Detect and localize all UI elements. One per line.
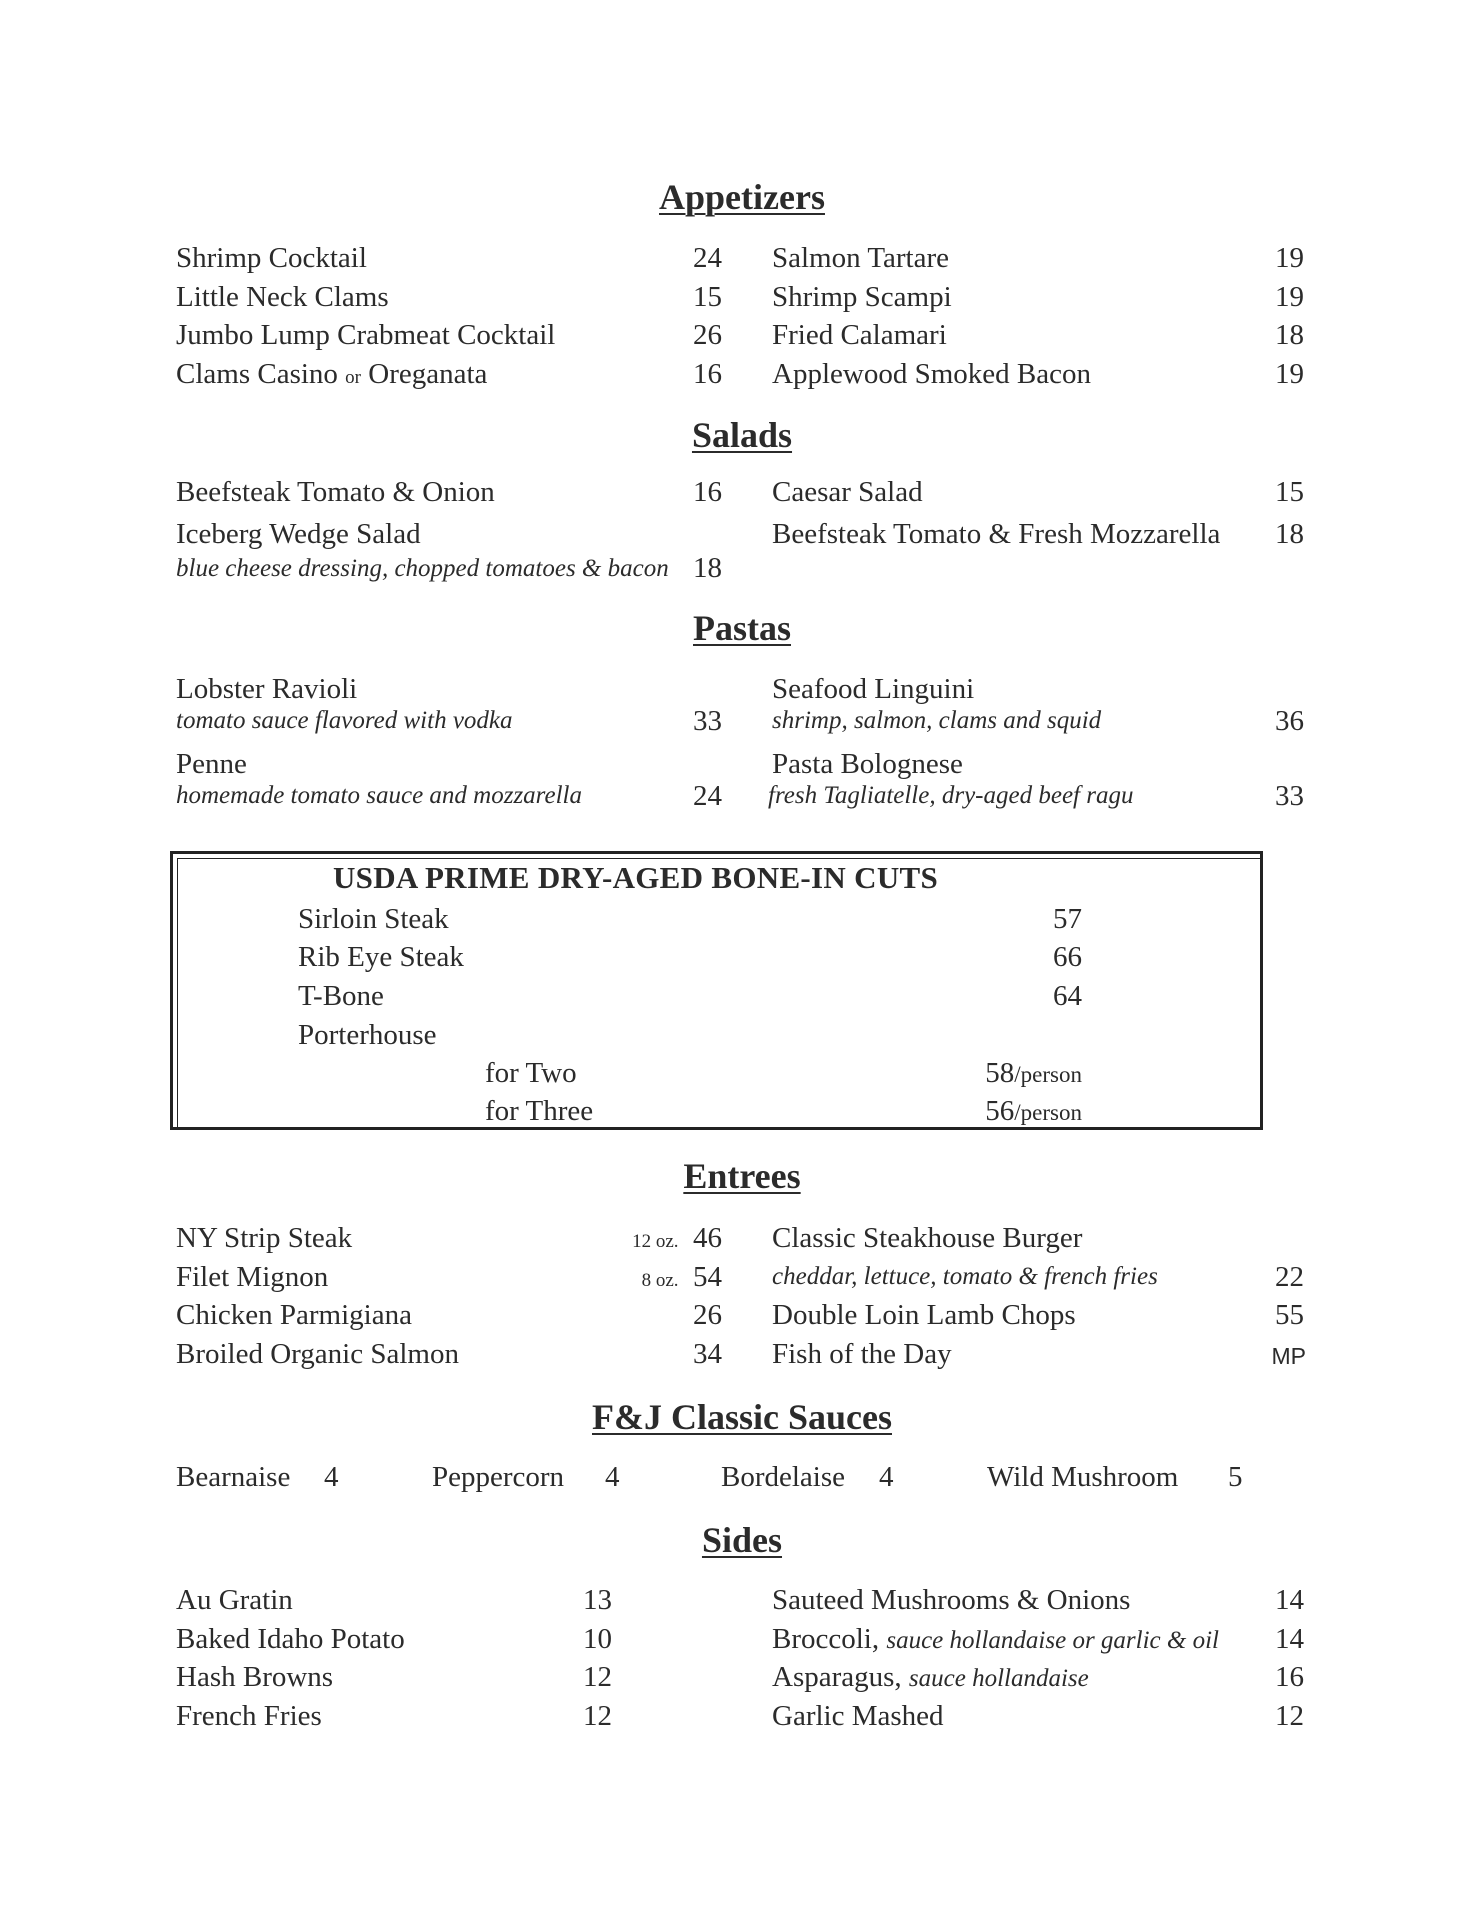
menu-item-price: 16	[1275, 1661, 1304, 1693]
market-price: MP	[1271, 1343, 1306, 1369]
steak-name: Rib Eye Steak	[298, 941, 464, 973]
porterhouse-option-price	[900, 1095, 1082, 1128]
menu-item-name: Salmon Tartare	[772, 242, 950, 274]
menu-item-price: 10	[583, 1623, 612, 1655]
menu-item-price: 18	[1275, 518, 1304, 550]
menu-item-name: Garlic Mashed	[772, 1700, 944, 1732]
appetizers-heading: Appetizers	[659, 177, 825, 217]
menu-item-price: 22	[1275, 1261, 1304, 1293]
steak-price: 64	[1053, 980, 1082, 1012]
menu-item-name-part: Broccoli,	[772, 1623, 880, 1655]
menu-item-name-part: Clams Casino	[176, 358, 338, 390]
menu-item-price: 15	[1275, 476, 1304, 508]
menu-item-price: 19	[1275, 281, 1304, 313]
menu-item-name: Applewood Smoked Bacon	[772, 358, 1091, 390]
menu-item-price: 33	[693, 705, 722, 737]
menu-item-name: Fish of the Day	[772, 1338, 952, 1370]
menu-item-description: sauce hollandaise or garlic & oil	[886, 1627, 1219, 1654]
menu-item-name: Caesar Salad	[772, 476, 923, 508]
menu-item-conjunction: or	[345, 367, 361, 388]
menu-item-description: homemade tomato sauce and mozzarella	[176, 782, 582, 809]
menu-item-price: 55	[1275, 1299, 1304, 1331]
menu-item-price: 34	[693, 1338, 722, 1370]
steak-price: 57	[1053, 903, 1082, 935]
menu-item-price: 26	[693, 1299, 722, 1331]
menu-item-price: 33	[1275, 780, 1304, 812]
menu-item-description: fresh Tagliatelle, dry-aged beef ragu	[768, 782, 1134, 809]
menu-item-name	[176, 358, 487, 391]
menu-item-name: Fried Calamari	[772, 319, 947, 351]
porterhouse-option-price	[900, 1057, 1082, 1090]
menu-item-name-part: Asparagus,	[772, 1661, 902, 1693]
menu-item-description: cheddar, lettuce, tomato & french fries	[772, 1263, 1158, 1290]
portion-size: 12 oz.	[632, 1231, 679, 1252]
sauce-price: 5	[1228, 1461, 1243, 1493]
menu-item-name: Jumbo Lump Crabmeat Cocktail	[176, 319, 556, 351]
menu-item-name: Iceberg Wedge Salad	[176, 518, 421, 550]
menu-item-name: Shrimp Cocktail	[176, 242, 367, 274]
menu-item-name: Double Loin Lamb Chops	[772, 1299, 1076, 1331]
menu-item-name	[772, 1661, 1089, 1694]
sauce-name: Peppercorn	[432, 1461, 565, 1493]
sauce-price: 4	[879, 1461, 894, 1493]
menu-item-price: 19	[1275, 242, 1304, 274]
pastas-heading: Pastas	[693, 608, 791, 648]
menu-item-name: Filet Mignon	[176, 1261, 329, 1293]
steak-name: Sirloin Steak	[298, 903, 449, 935]
sauce-name: Bordelaise	[721, 1461, 846, 1493]
menu-item-price: 14	[1275, 1623, 1304, 1655]
sauce-name: Wild Mushroom	[987, 1461, 1179, 1493]
menu-item-price: 24	[693, 242, 722, 274]
menu-item-price: 24	[693, 780, 722, 812]
porterhouse-price-unit: /person	[1014, 1100, 1082, 1125]
menu-item-name: Chicken Parmigiana	[176, 1299, 412, 1331]
porterhouse-option-label: for Two	[485, 1057, 577, 1089]
menu-item-name: Beefsteak Tomato & Fresh Mozzarella	[772, 518, 1221, 550]
menu-item-price: 36	[1275, 705, 1304, 737]
menu-item-name: Sauteed Mushrooms & Onions	[772, 1584, 1131, 1616]
menu-item-name: Au Gratin	[176, 1584, 293, 1616]
menu-item-description: sauce hollandaise	[908, 1665, 1089, 1692]
prime-cuts-title: USDA PRIME DRY-AGED BONE-IN CUTS	[333, 860, 939, 895]
menu-item-name: Beefsteak Tomato & Onion	[176, 476, 495, 508]
menu-item-price: 16	[693, 358, 722, 390]
menu-item-name: Shrimp Scampi	[772, 281, 952, 313]
menu-item-name: Pasta Bolognese	[772, 748, 963, 780]
menu-item-price: 19	[1275, 358, 1304, 390]
menu-item-name: Little Neck Clams	[176, 281, 389, 313]
menu-item-price: 13	[583, 1584, 612, 1616]
menu-item-name	[772, 1623, 1219, 1656]
steak-name: T-Bone	[298, 980, 384, 1012]
porterhouse-price-unit: /person	[1014, 1062, 1082, 1087]
menu-item-price: 12	[583, 1700, 612, 1732]
menu-item-name: Seafood Linguini	[772, 673, 975, 705]
sauce-name: Bearnaise	[176, 1461, 291, 1493]
menu-item-price: 12	[583, 1661, 612, 1693]
menu-item-name: Baked Idaho Potato	[176, 1623, 405, 1655]
menu-item-price: 18	[693, 552, 722, 584]
menu-item-price: 12	[1275, 1700, 1304, 1732]
menu-item-price	[560, 1261, 722, 1294]
menu-item-price: 14	[1275, 1584, 1304, 1616]
menu-item-price: 15	[693, 281, 722, 313]
menu-item-description: shrimp, salmon, clams and squid	[772, 707, 1102, 734]
menu-item-description: blue cheese dressing, chopped tomatoes & bacon	[176, 555, 669, 582]
sauces-heading: F&J Classic Sauces	[592, 1397, 892, 1437]
price-value: 54	[693, 1261, 722, 1293]
menu-item-price	[560, 1222, 722, 1255]
menu-item-name: Lobster Ravioli	[176, 673, 358, 705]
entrees-heading: Entrees	[683, 1156, 801, 1196]
menu-item-price: 16	[693, 476, 722, 508]
portion-size: 8 oz.	[641, 1270, 679, 1291]
porterhouse-price-value: 56	[985, 1095, 1015, 1127]
menu-item-name: French Fries	[176, 1700, 322, 1732]
salads-heading: Salads	[691, 415, 793, 455]
menu-item-name: Broiled Organic Salmon	[176, 1338, 459, 1370]
menu-item-name: Penne	[176, 748, 247, 780]
sauce-price: 4	[324, 1461, 339, 1493]
menu-item-price: 18	[1275, 319, 1304, 351]
menu-item-name: Hash Browns	[176, 1661, 334, 1693]
menu-item-price: 26	[693, 319, 722, 351]
sides-heading: Sides	[701, 1520, 783, 1560]
menu-item-name: NY Strip Steak	[176, 1222, 353, 1254]
menu-item-name-part: Oreganata	[368, 358, 488, 390]
sauce-price: 4	[605, 1461, 620, 1493]
steak-name: Porterhouse	[298, 1019, 437, 1051]
porterhouse-option-label: for Three	[485, 1095, 594, 1127]
menu-item-name: Classic Steakhouse Burger	[772, 1222, 1083, 1254]
price-value: 46	[693, 1222, 722, 1254]
porterhouse-price-value: 58	[985, 1057, 1015, 1089]
menu-item-description: tomato sauce flavored with vodka	[176, 707, 513, 734]
steak-price: 66	[1053, 941, 1082, 973]
